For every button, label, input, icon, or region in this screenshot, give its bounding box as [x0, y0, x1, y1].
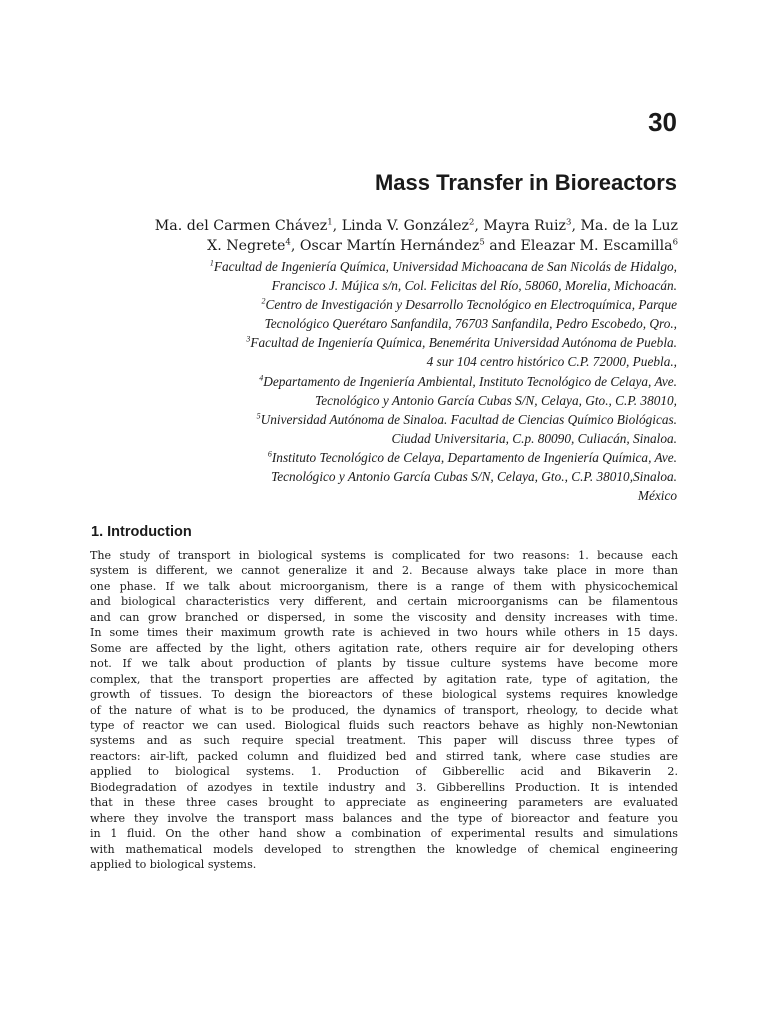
affiliation-line: [90, 257, 677, 276]
author-name: , Ma. de la Luz: [571, 218, 678, 234]
paragraph-line: and biological characteristics very different, and certain microorganisms can be filamentous: [90, 595, 678, 609]
affiliation-line: [90, 333, 677, 352]
paragraph-line: The study of transport in biological systems is complicated for two reasons: 1. because each: [90, 549, 678, 562]
affiliation-line: [90, 295, 677, 314]
affiliation-superscript: 4: [259, 373, 264, 383]
affiliation-text: Ciudad Universitaria, C.p. 80090, Culiacán, Sinaloa.: [391, 430, 677, 446]
author-superscript: 4: [285, 237, 291, 248]
affiliation-list: [90, 257, 677, 505]
affiliation-superscript: 6: [267, 449, 272, 459]
author-line: [90, 236, 678, 256]
author-name: , Mayra Ruiz: [474, 218, 567, 234]
affiliation-text: Tecnológico y Antonio García Cubas S/N, Celaya, Gto., C.P. 38010,: [315, 392, 677, 408]
affiliation-line: [90, 467, 677, 486]
paragraph-line: applied to biological systems. 1. Production of Gibberellic acid and Bikaverin 2.: [90, 765, 678, 779]
paragraph-line: complex, that the transport properties are affected by agitation rate, type of agitation, the: [90, 672, 678, 686]
author-name: and Eleazar M. Escamilla: [484, 238, 673, 254]
author-superscript: 1: [327, 217, 333, 228]
affiliation-line: [90, 486, 677, 505]
paragraph-line: and can grow branched or dispersed, in some the viscosity and density increases with time.: [90, 610, 678, 624]
paragraph-line: systems and as such require special treatment. This paper will discuss three types of: [90, 734, 678, 748]
author-superscript: 6: [672, 237, 678, 248]
affiliation-line: [90, 372, 677, 391]
affiliation-text: 4 sur 104 centro histórico C.P. 72000, Puebla.,: [426, 354, 677, 370]
author-list: [90, 216, 678, 256]
author-line: [90, 216, 678, 236]
paragraph-line: where they involve the transport mass balances and the type of bioreactor and feature you: [90, 811, 678, 825]
chapter-number: 30: [648, 107, 677, 137]
paragraph-line: one phase. If we talk about microorganism, there is a range of them with physicochemical: [90, 579, 678, 593]
author-superscript: 3: [566, 217, 572, 228]
paragraph-line: In some times their maximum growth rate is achieved in two hours while others in 15 days.: [90, 626, 678, 640]
affiliation-line: [90, 314, 677, 333]
affiliation-line: [90, 410, 677, 429]
affiliation-line: [90, 391, 677, 410]
author-name: , Linda V. González: [332, 218, 469, 234]
section-heading-introduction: 1. Introduction: [91, 524, 192, 540]
paragraph-line: reactors: air-lift, packed column and fluidized bed and stirred tank, where case studies are: [90, 749, 678, 763]
affiliation-text: Centro de Investigación y Desarrollo Tecnológico en Electroquímica, Parque: [265, 297, 677, 313]
affiliation-text: Instituto Tecnológico de Celaya, Departamento de Ingeniería Química, Ave.: [271, 449, 677, 465]
affiliation-text: Facultad de Ingeniería Química, Benemérita Universidad Autónoma de Puebla.: [250, 335, 677, 351]
author-name: Ma. del Carmen Chávez: [154, 218, 328, 234]
author-name: X. Negrete: [207, 238, 286, 254]
affiliation-text: Francisco J. Mújica s/n, Col. Felicitas del Río, 58060, Morelia, Michoacán.: [271, 278, 677, 294]
paragraph-line: not. If we talk about production of plants by tissue culture systems have become more: [90, 657, 678, 671]
affiliation-superscript: 2: [261, 296, 266, 306]
author-superscript: 5: [479, 237, 485, 248]
paragraph-line: in 1 fluid. On the other hand show a combination of experimental results and simulations: [90, 827, 678, 841]
affiliation-superscript: 1: [209, 258, 214, 268]
paragraph-line: applied to biological systems.: [90, 858, 257, 872]
paragraph-line: of the nature of what is to be produced, the dynamics of transport, rheology, to decide what: [90, 703, 678, 717]
affiliation-line: [90, 448, 677, 467]
affiliation-text: México: [637, 488, 677, 504]
affiliation-line: [90, 429, 677, 448]
affiliation-text: Tecnológico Querétaro Sanfandila, 76703 Sanfandila, Pedro Escobedo, Qro.,: [264, 316, 677, 332]
affiliation-line: [90, 352, 677, 371]
author-name: , Oscar Martín Hernández: [290, 238, 480, 254]
paragraph-line: growth of tissues. To design the bioreactors of these biological systems requires knowledge: [90, 688, 678, 702]
affiliation-superscript: 3: [246, 334, 251, 344]
paragraph-line: Some are affected by the light, others agitation rate, others require air for developing others: [90, 641, 678, 655]
author-superscript: 2: [468, 217, 475, 228]
chapter-title: Mass Transfer in Bioreactors: [374, 170, 677, 195]
affiliation-line: [90, 276, 677, 295]
paragraph-line: Biodegradation of azodyes in textile industry and 3. Gibberellins Production. It is intended: [90, 780, 678, 794]
affiliation-text: Facultad de Ingeniería Química, Universidad Michoacana de San Nicolás de Hidalgo,: [213, 259, 677, 274]
introduction-paragraph: [90, 548, 678, 873]
paragraph-line: that in these three cases brought to appreciate as engineering parameters are evaluated: [90, 796, 678, 810]
paragraph-line: system is different, we cannot generalize it and 2. Because always take place in more than: [90, 564, 678, 578]
affiliation-text: Tecnológico y Antonio García Cubas S/N, Celaya, Gto., C.P. 38010,Sinaloa.: [271, 469, 677, 485]
affiliation-text: Universidad Autónoma de Sinaloa. Facultad de Ciencias Químico Biológicas.: [260, 411, 677, 427]
paragraph-line: with mathematical models developed to strengthen the knowledge of chemical engineering: [90, 842, 678, 856]
paragraph-line: type of reactor we can used. Biological fluids such reactors behave as highly non-Newtonian: [90, 718, 678, 732]
affiliation-superscript: 5: [256, 411, 261, 421]
affiliation-text: Departamento de Ingeniería Ambiental, Instituto Tecnológico de Celaya, Ave.: [263, 373, 677, 389]
